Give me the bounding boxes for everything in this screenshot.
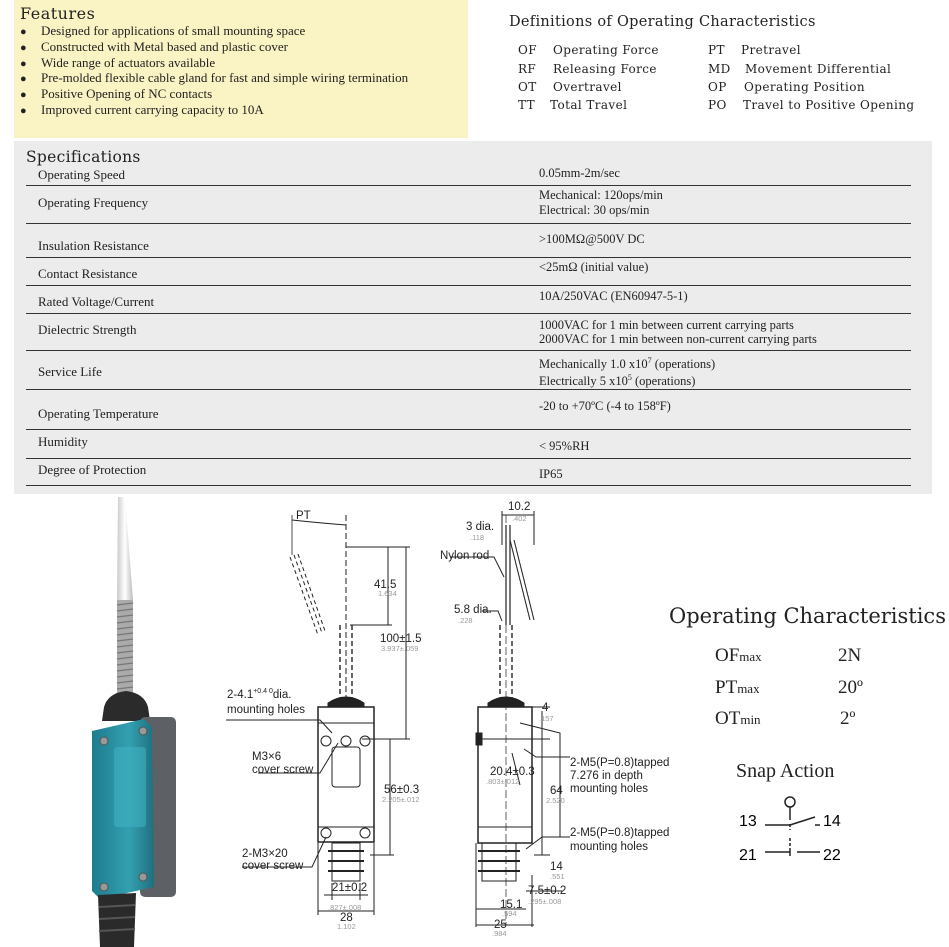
m3x6-label-2: cover screw <box>252 764 314 776</box>
definition-abbr: OT <box>518 80 537 94</box>
definition-abbr: PT <box>708 43 725 57</box>
spec-value: 1000VAC for 1 min between current carrying parts <box>539 318 794 332</box>
dim-7-5: 7.5±0.2 <box>528 885 567 897</box>
dim-64-inch: 2.520 <box>546 796 565 805</box>
oc-value: 2º <box>840 708 856 729</box>
dim-25-inch: .984 <box>492 929 507 938</box>
dim-15-1-inch: .594 <box>502 909 517 918</box>
oc-name <box>715 645 762 667</box>
divider <box>26 313 911 314</box>
dim-10-2: 10.2 <box>508 501 531 513</box>
definition-term: Releasing Force <box>553 62 657 76</box>
definitions-title: Definitions of Operating Characteristics <box>509 14 816 30</box>
definition-abbr: OP <box>708 80 727 94</box>
spec-label: Operating Speed <box>38 167 126 182</box>
snap-action-schematic <box>735 790 865 875</box>
spec-value: Mechanical: 120ops/min <box>539 188 663 202</box>
spec-value: < 95%RH <box>539 439 590 453</box>
oc-sub: max <box>739 649 762 664</box>
oc-name-main: OF <box>715 645 740 666</box>
dim-5-8-dia-inch: .228 <box>458 616 473 625</box>
m5-holes-label-2: mounting holes <box>570 841 648 853</box>
side-view-drawing <box>430 495 680 947</box>
oc-name-main: OT <box>715 708 741 729</box>
dim-41-5-inch: 1.634 <box>378 589 397 598</box>
bullet-icon: ● <box>20 73 27 85</box>
terminal-13: 13 <box>739 813 757 830</box>
oc-sub: min <box>740 712 761 727</box>
bullet-icon: ● <box>20 105 27 117</box>
holes-label-2: mounting holes <box>227 704 305 716</box>
bullet-icon: ● <box>20 89 27 101</box>
spec-label: Insulation Resistance <box>38 238 149 253</box>
feature-item <box>20 86 212 102</box>
snap-action-title: Snap Action <box>736 760 835 782</box>
definition-term: Operating Position <box>744 80 866 94</box>
spec-label: Operating Frequency <box>38 195 149 210</box>
definition-abbr: OF <box>518 43 537 57</box>
definition-term: Total Travel <box>550 98 628 112</box>
dim-100-inch: 3.937±.059 <box>381 644 419 653</box>
spec-value: IP65 <box>539 467 563 481</box>
holes-tolerance: +0.4 0 <box>253 688 273 695</box>
spec-label: Contact Resistance <box>38 266 138 281</box>
features-title: Features <box>20 4 96 23</box>
m5-tapped-label: 2-M5(P=0.8)tapped <box>570 757 670 769</box>
oc-name <box>715 708 761 730</box>
feature-text: Wide range of actuators available <box>41 55 216 70</box>
front-view-drawing <box>210 495 440 947</box>
spec-label: Dielectric Strength <box>38 322 137 337</box>
holes-label-count: 2-4.1 <box>227 689 254 701</box>
spec-value: <25mΩ (initial value) <box>539 260 649 274</box>
m5-depth-label: 7.276 in depth <box>570 770 643 782</box>
service-mech-suffix: (operations) <box>651 357 716 372</box>
terminal-21: 21 <box>739 847 757 864</box>
dim-7-5-inch: .295±.008 <box>528 897 562 906</box>
dim-10-2-inch: .402 <box>512 514 527 523</box>
divider <box>26 389 911 390</box>
divider <box>26 485 911 486</box>
feature-item <box>20 70 408 86</box>
spring-icon <box>117 600 133 695</box>
definition-abbr: RF <box>518 62 537 76</box>
dim-41-5: 41.5 <box>374 579 397 591</box>
bullet-icon: ● <box>20 26 27 38</box>
feature-text: Designed for applications of small mounting space <box>41 23 306 38</box>
bullet-icon: ● <box>20 42 27 54</box>
spec-label: Operating Temperature <box>38 406 159 421</box>
oc-sub: max <box>737 681 760 696</box>
spec-label: Degree of Protection <box>38 462 147 477</box>
oc-value: 2N <box>838 645 862 666</box>
product-photo <box>0 495 200 947</box>
dim-21-inch: .827±.008 <box>328 903 362 912</box>
dim-56-inch: 2.205±.012 <box>382 795 420 804</box>
feature-text: Improved current carrying capacity to 10A <box>41 102 264 117</box>
divider <box>26 285 911 286</box>
dim-3-dia-inch: .118 <box>470 533 485 542</box>
spec-value: 2000VAC for 1 min between non-current carrying parts <box>539 332 817 346</box>
oc-name-main: PT <box>715 677 738 698</box>
dim-28: 28 <box>340 912 353 924</box>
dim-64: 64 <box>550 785 563 797</box>
specifications-panel <box>14 141 932 494</box>
m3x20-label: 2-M3×20 <box>242 848 288 860</box>
dim-25: 25 <box>494 919 507 931</box>
dim-20-4: 20.4±0.3 <box>490 766 535 778</box>
exponent: 7 <box>647 356 652 365</box>
spec-value: -20 to +70ºC (-4 to 158ºF) <box>539 399 671 413</box>
definition-abbr: TT <box>518 98 536 112</box>
exponent: 5 <box>627 373 632 382</box>
spec-value <box>539 370 695 389</box>
divider <box>26 185 911 186</box>
feature-item <box>20 55 215 71</box>
spec-label: Rated Voltage/Current <box>38 294 155 309</box>
divider <box>26 257 911 258</box>
service-elec-suffix: (operations) <box>631 374 696 389</box>
holes-label <box>227 688 291 701</box>
service-mech-text: Mechanically 1.0 x10 <box>539 357 648 372</box>
dim-4-inch: .157 <box>539 714 554 723</box>
spec-value: Electrical: 30 ops/min <box>539 203 650 217</box>
nylon-rod-label: Nylon rod <box>440 550 490 562</box>
service-elec-text: Electrically 5 x10 <box>539 374 628 389</box>
dim-15-1: 15.1 <box>500 899 523 911</box>
definition-term: Movement Differential <box>745 62 892 76</box>
definition-term: Overtravel <box>553 80 622 94</box>
spec-value: 10A/250VAC (EN60947-5-1) <box>539 289 688 303</box>
dim-28-inch: 1.102 <box>337 922 356 931</box>
bullet-icon: ● <box>20 58 27 70</box>
definition-term: Travel to Positive Opening <box>743 98 915 112</box>
m3x20-label-2: cover screw <box>242 860 304 872</box>
spec-label: Humidity <box>38 434 88 449</box>
feature-item <box>20 39 288 55</box>
spec-label: Service Life <box>38 364 102 379</box>
definition-term: Operating Force <box>553 43 659 57</box>
spec-value: 0.05mm-2m/sec <box>539 166 620 180</box>
m5-holes-label: mounting holes <box>570 783 648 795</box>
m3x6-label: M3×6 <box>252 751 282 763</box>
dim-3-dia: 3 dia. <box>466 521 495 533</box>
divider <box>26 429 911 430</box>
actuator-icon <box>785 797 795 807</box>
definition-term: Pretravel <box>741 43 801 57</box>
definition-abbr: MD <box>708 62 731 76</box>
divider <box>26 350 911 351</box>
dim-5-8-dia: 5.8 dia. <box>454 604 492 616</box>
specifications-title: Specifications <box>26 148 141 166</box>
feature-item <box>20 102 264 118</box>
dim-100: 100±1.5 <box>380 633 422 645</box>
terminal-14: 14 <box>823 813 841 830</box>
pt-label: PT <box>296 510 311 522</box>
spec-value: >100MΩ@500V DC <box>539 232 645 246</box>
feature-item <box>20 23 305 39</box>
dim-4: 4 <box>542 702 549 714</box>
feature-text: Positive Opening of NC contacts <box>41 86 213 101</box>
divider <box>26 223 911 224</box>
feature-text: Constructed with Metal based and plastic cover <box>41 39 288 54</box>
deflected-rod <box>290 554 325 635</box>
dim-21: 21±0.2 <box>332 882 368 894</box>
holes-label-dia: dia. <box>272 689 292 701</box>
feature-text: Pre-molded flexible cable gland for fast and simple wiring termination <box>41 70 409 85</box>
dim-20-4-inch: .803±.012 <box>486 777 520 786</box>
oc-value: 20º <box>838 677 863 698</box>
divider <box>26 458 911 459</box>
dim-14-inch: .551 <box>550 872 565 881</box>
operating-characteristics-title: Operating Characteristics <box>669 604 946 628</box>
terminal-22: 22 <box>823 847 841 864</box>
dim-56: 56±0.3 <box>384 784 420 796</box>
dim-14: 14 <box>550 861 563 873</box>
m5-tapped-label-2: 2-M5(P=0.8)tapped <box>570 827 670 839</box>
definition-abbr: PO <box>708 98 727 112</box>
oc-name <box>715 677 760 699</box>
